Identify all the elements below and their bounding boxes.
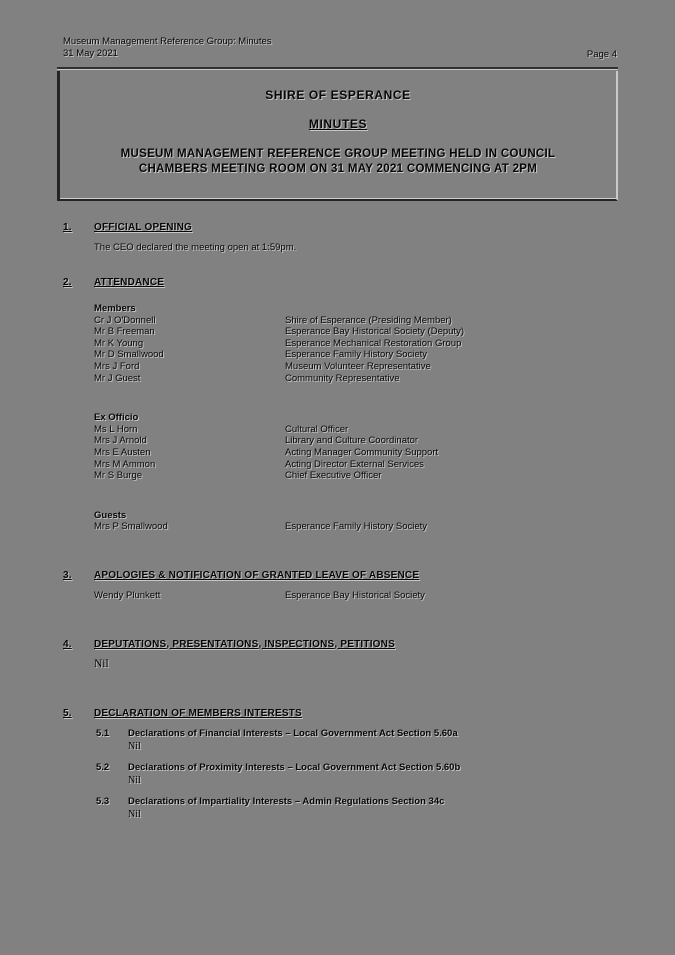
attendance-row <box>94 424 618 436</box>
guests-label: Guests <box>94 509 127 521</box>
attendee-role: Acting Director External Services <box>285 458 424 470</box>
declaration-nil: Nil <box>128 774 141 786</box>
attendance-row <box>94 470 618 482</box>
section-5-heading <box>57 708 618 719</box>
attendance-group-guests <box>94 510 618 533</box>
attendee-name: Mr K Young <box>94 337 144 349</box>
page-content <box>57 0 618 830</box>
section-1-title: OFFICIAL OPENING <box>94 222 193 233</box>
attendance-row <box>94 361 618 373</box>
declaration-title: Declarations of Financial Interests – Local Government Act Section 5.60a <box>128 727 458 739</box>
section-1-number: 1. <box>63 222 72 233</box>
attendee-name: Mrs J Ford <box>94 360 140 372</box>
title-box <box>57 71 618 201</box>
attendee-name: Mr J Guest <box>94 372 141 384</box>
attendee-role: Acting Manager Community Support <box>285 446 439 458</box>
attendee-name: Mrs P Smallwood <box>94 521 168 533</box>
section-deputations <box>57 639 618 670</box>
attendee-name: Mrs M Ammon <box>94 458 156 470</box>
meeting-title-line2: CHAMBERS MEETING ROOM ON 31 MAY 2021 COMMENCING AT 2PM <box>138 162 538 175</box>
apology-role: Esperance Bay Historical Society <box>285 589 425 601</box>
attendee-name: Cr J O'Donnell <box>94 314 156 326</box>
attendee-role: Community Representative <box>285 372 400 384</box>
attendee-role: Esperance Family History Society <box>285 521 428 533</box>
attendee-role: Museum Volunteer Representative <box>285 360 431 372</box>
declaration-nil: Nil <box>128 740 141 752</box>
declaration-body <box>128 796 444 820</box>
minutes-title: MINUTES <box>308 117 368 131</box>
attendee-role: Cultural Officer <box>285 423 349 435</box>
attendee-name: Mrs E Austen <box>94 446 151 458</box>
meeting-title <box>60 147 616 176</box>
meeting-title-line1: MUSEUM MANAGEMENT REFERENCE GROUP MEETING HELD IN COUNCIL <box>120 148 556 160</box>
attendance-row <box>94 373 618 385</box>
official-opening-text: The CEO declared the meeting open at 1:59pm. <box>94 242 297 253</box>
section-apologies <box>57 570 618 602</box>
members-label: Members <box>94 303 136 314</box>
declaration-item <box>96 796 618 820</box>
section-2-heading <box>57 277 618 288</box>
attendee-role: Esperance Mechanical Restoration Group <box>285 337 462 349</box>
page-number: Page 4 <box>586 49 617 60</box>
attendee-role: Esperance Bay Historical Society (Deputy) <box>285 326 464 338</box>
section-4-heading <box>57 639 618 650</box>
declaration-title: Declarations of Impartiality Interests – Admin Regulations Section 34c <box>128 795 445 807</box>
attendee-role: Esperance Family History Society <box>285 349 428 361</box>
guests-rows <box>94 521 618 533</box>
page-header <box>57 0 618 69</box>
attendance-row <box>94 447 618 459</box>
attendee-name: Mr S Burge <box>94 470 143 482</box>
header-document-title: Museum Management Reference Group: Minutes <box>63 36 272 47</box>
section-1-heading <box>57 222 618 233</box>
attendee-name: Mrs J Arnold <box>94 435 147 447</box>
attendee-name: Mr B Freeman <box>94 326 155 338</box>
section-attendance <box>57 277 618 533</box>
attendee-name: Ms L Horn <box>94 423 138 435</box>
deputations-nil: Nil <box>94 657 109 670</box>
attendance-row <box>94 435 618 447</box>
section-2-title: ATTENDANCE <box>94 277 165 288</box>
attendance-row <box>94 521 618 533</box>
attendance-row <box>94 349 618 361</box>
ex-officio-label: Ex Officio <box>94 412 139 424</box>
declaration-number: 5.3 <box>96 795 110 807</box>
declaration-title: Declarations of Proximity Interests – Local Government Act Section 5.60b <box>128 761 461 773</box>
section-5-title: DECLARATION OF MEMBERS INTERESTS <box>94 707 302 719</box>
attendee-role: Chief Executive Officer <box>285 470 382 482</box>
attendance-row <box>94 315 618 327</box>
declaration-item <box>96 762 618 786</box>
section-5-number: 5. <box>63 707 72 719</box>
attendance-group-members <box>94 303 618 384</box>
declaration-items <box>96 728 618 820</box>
declaration-body <box>128 762 460 786</box>
declaration-number: 5.1 <box>96 727 110 739</box>
section-4-title: DEPUTATIONS, PRESENTATIONS, INSPECTIONS, PETITIONS <box>94 638 395 650</box>
declaration-nil: Nil <box>128 808 141 820</box>
organisation-title: SHIRE OF ESPERANCE <box>265 88 411 102</box>
section-3-number: 3. <box>63 569 72 581</box>
attendance-row <box>94 338 618 350</box>
attendance-row <box>94 459 618 471</box>
section-3-heading <box>57 570 618 581</box>
attendance-row <box>94 326 618 338</box>
members-rows <box>94 315 618 385</box>
attendee-name: Mr D Smallwood <box>94 349 164 361</box>
attendee-role: Shire of Esperance (Presiding Member) <box>285 314 452 326</box>
section-declarations <box>57 708 618 820</box>
ex-officio-rows <box>94 424 618 482</box>
attendee-role: Library and Culture Coordinator <box>285 435 419 447</box>
apology-row <box>94 590 618 602</box>
apologies-rows <box>94 590 618 602</box>
attendance-group-ex-officio <box>94 412 618 482</box>
section-2-number: 2. <box>63 277 72 288</box>
declaration-number: 5.2 <box>96 761 110 773</box>
section-3-title: APOLOGIES & NOTIFICATION OF GRANTED LEAVE OF ABSENCE <box>94 569 420 581</box>
apology-name: Wendy Plunkett <box>94 589 161 601</box>
section-official-opening <box>57 222 618 254</box>
header-date: 31 May 2021 <box>63 48 118 59</box>
declaration-body <box>128 728 458 752</box>
declaration-item <box>96 728 618 752</box>
section-4-number: 4. <box>63 638 72 650</box>
